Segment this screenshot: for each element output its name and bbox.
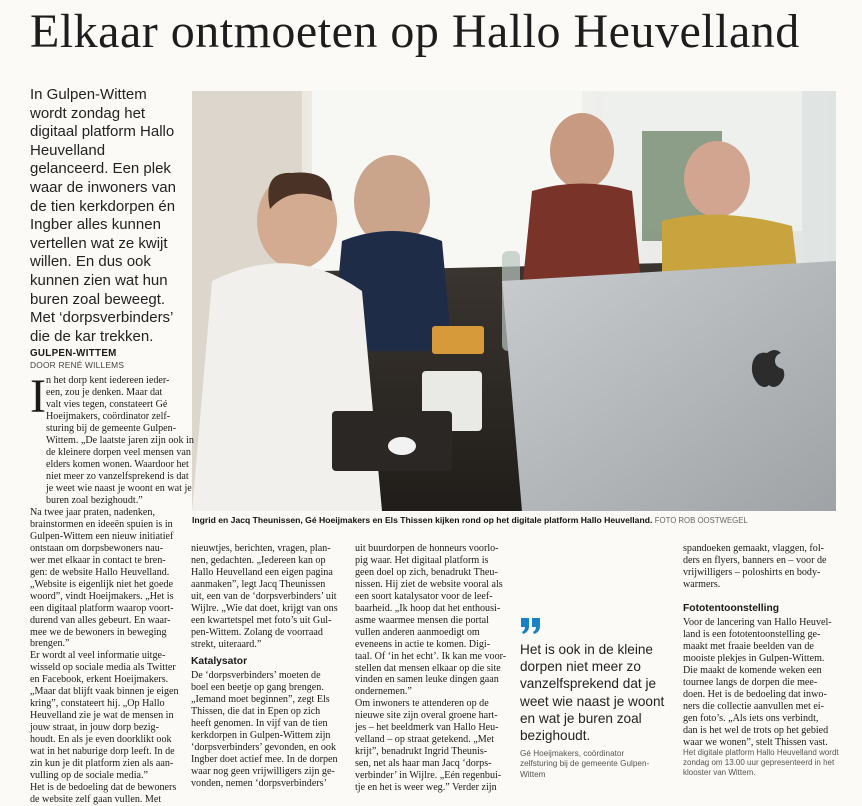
lead-paragraph: In Gulpen-Wittem wordt zondag het digitaal platform Hallo Heuvelland gelanceerd. Een plek waar de inwoners van de tien kerkdorpen én Ingber alles kunnen vertellen wat ze kwijt willen. En dus ook kunnen zien wat hun buren zoal beweegt. Met ‘dorpsverbinders’ die de kar trekken. — [30, 86, 176, 345]
photo-caption — [192, 515, 842, 525]
column-1-intro: n het dorp kent iedereen ieder- een, zou je denken. Maar dat valt vies tegen, constateert Gé Hoeijmakers, coördinator zelf- sturing bij de gemeente Gulpen- Wittem. „De laatste jaren zijn ook in de kleinere dorpen veel mensen van elders komen wonen. Waardoor het niet meer zo vanzelfsprekend is dat je weet wie naast je woont en wat je buren zoal bezighoudt.” — [46, 375, 194, 506]
column-4-body-top: spandoeken gemaakt, vlaggen, fol- ders en flyers, banners en – voor de vrijwilligers – poloshirts en body- warmers. — [683, 543, 827, 590]
column-2-body-bottom: De ‘dorpsverbinders’ moeten de boel een beetje op gang brengen. „Iemand moet beginnen”, zegt Els Thissen, die dat in Epen op zich heeft genomen. In vijf van de tien kerkdorpen in Gulpen-Wittem zijn ‘dorpsverbinders’ gevonden, en ook Ingber doet actief mee. In de dorpen waar nog geen vrijwilligers zijn ge- vonden, nemen ‘dorpsverbinders’ — [191, 670, 338, 789]
drop-cap: I — [30, 370, 46, 423]
article-photo — [192, 91, 836, 511]
column-2-body-top: nieuwtjes, berichten, vragen, plan- nen, gedachten. „Iedereen kan op Hallo Heuvelland een eigen pagina aanmaken”, legt Jacq Theunissen uit, een van de ‘dorpsverbinders’ uit Wijlre. „Wie dat doet, krijgt van ons een kwartetspel met foto’s uit Gul- pen-Wittem. Zolang de voorraad strekt, uiteraard.” — [191, 543, 338, 650]
column-1-body: Na twee jaar praten, nadenken, brainstormen en ideeën spuien is in Gulpen-Wittem een nieuw initiatief ontstaan om dorpsbewoners nau- wer met elkaar in contact te bren- gen: de website Hallo Heuvelland. „Website is eigenlijk niet het goede woord”, vindt Hoeijmakers. „Het is een digitaal platform waarop voort- durend van alles gebeurt. En waar- mee we de bewoners in beweging brengen.” Er wordt al veel informatie uitge- wisseld op sociale media als Twitter en Facebook, erkent Hoeijmakers. „Maar dat blijft vaak binnen je eigen kring”, constateert hij. „Op Hallo Heuvelland zie je wat de mensen in jouw straat, in jouw dorp bezig- houdt. En als je even doorklikt ook wat in het naburige dorp leeft. In de zin kun je dit platform zien als aan- vulling op de sociale media.” Het is de bedoeling dat de bewoners de website zelf gaan vullen. Met — [30, 507, 179, 805]
subhead-katalysator: Katalysator — [191, 656, 248, 667]
quote-icon — [520, 614, 542, 636]
column-3-body: uit buurdorpen de honneurs voorlo- pig waar. Het digitaal platform is geen doel op zich, benadrukt Theu- nissen. Hij ziet de website vooral als een soort katalysator voor de leef- baarheid. „Ik hoop dat het enthousi- asme waarmee mensen die portal vullen anderen aanmoedigt om eveneens in actie te komen. Digi- taal. Of ‘in het echt’. Ik kan me voor- stellen dat mensen elkaar op die site vinden en samen leuke dingen gaan ondernemen.” Om inwoners te attenderen op de nieuwe site zijn overal groene hart- jes – het beeldmerk van Hallo Heu- velland – op straat getekend. „Met krijt”, benadrukt Ingrid Theunis- sen, net als haar man Jacq ‘dorps- verbinder’ in Wijlre. „Eén regenbui- tje en het is weer weg.” Verder zijn — [355, 543, 507, 794]
photo-credit: FOTO ROB OOSTWEGEL — [654, 516, 748, 525]
info-box: Het digitale platform Hallo Heuvelland wordt zondag om 13.00 uur gepresenteerd in het klooster van Wittem. — [683, 748, 839, 778]
subhead-fototentoonstelling: Fototentoonstelling — [683, 603, 780, 614]
pull-quote-attribution: Gé Hoeijmakers, coördinator zelfsturing bij de gemeente Gulpen- Wittem — [520, 749, 650, 779]
headline: Elkaar ontmoeten op Hallo Heuvelland — [30, 5, 800, 58]
column-4-body-bottom: Voor de lancering van Hallo Heuvel- land is een fototentoonstelling ge- maakt met fraaie beelden van de mooiste plekjes in Gulpen-Wittem. Die maakt de komende weken een tournee langs de dorpen die mee- doen. Het is de bedoeling dat inwo- ners die collectie aanvullen met ei- gen foto’s. „Als iets ons verbindt, dan is het wel de trots op het gebied waar we wonen”, stelt Thissen vast. — [683, 617, 832, 748]
caption-text: Ingrid en Jacq Theunissen, Gé Hoeijmakers en Els Thissen kijken rond op het digitale platform Hallo Heuvelland. — [192, 515, 653, 525]
byline: DOOR RENÉ WILLEMS — [30, 360, 125, 370]
dateline: GULPEN-WITTEM — [30, 348, 117, 359]
photo-illustration — [192, 91, 836, 511]
pull-quote: Het is ook in de kleine dorpen niet meer zo vanzelfsprekend dat je weet wie naast je woont en wat je buren zoal bezighoudt. — [520, 642, 665, 744]
